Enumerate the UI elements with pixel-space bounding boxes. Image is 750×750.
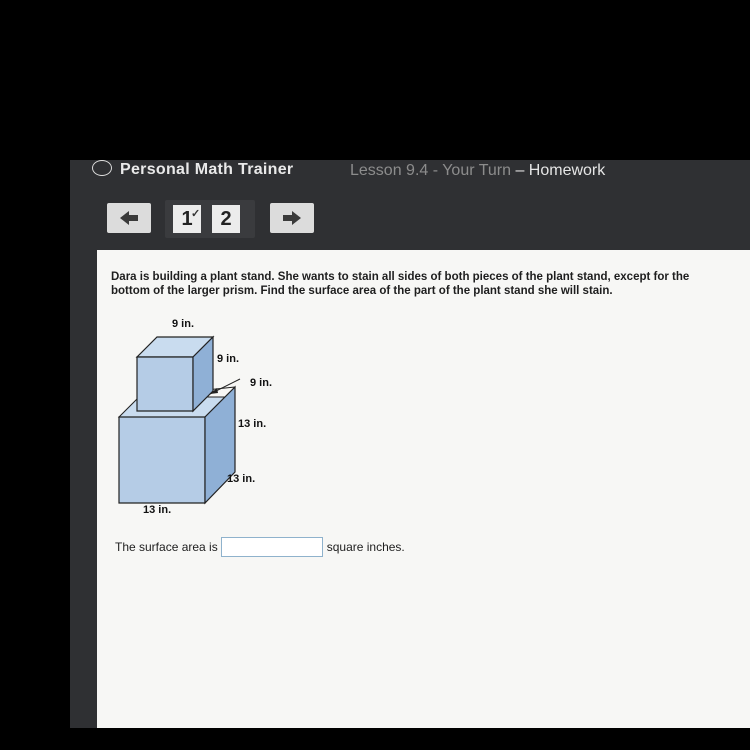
answer-suffix: square inches. [326, 540, 405, 554]
app-title [92, 160, 293, 179]
label-small-top: 9 in. [172, 318, 195, 330]
question-panel [97, 250, 750, 728]
prism-figure [97, 300, 397, 530]
label-large-depth: 13 in. [227, 473, 256, 485]
page-2-button[interactable] [212, 205, 240, 233]
label-large-width: 13 in. [143, 504, 172, 516]
left-margin [70, 250, 97, 728]
arrow-left-icon [118, 209, 140, 227]
assignment-name: Homework [528, 162, 606, 179]
question-text: Dara is building a plant stand. She wants to stain all sides of both pieces of the plant stand, except for the bottom of the larger prism. Find the surface area of the part of the plant stand she will stain. [111, 271, 690, 297]
label-small-depth: 9 in. [250, 377, 273, 389]
answer-row [115, 537, 405, 557]
app-header [70, 160, 750, 250]
app-title-text: Personal Math Trainer [120, 161, 294, 178]
surface-area-input[interactable] [221, 537, 323, 557]
question-pager [165, 200, 255, 238]
lesson-separator: – [511, 162, 529, 179]
lesson-name: Lesson 9.4 - Your Turn [350, 162, 511, 179]
bottom-bezel [0, 728, 750, 750]
lesson-title [350, 162, 605, 180]
answer-prefix: The surface area is [115, 540, 218, 554]
previous-button[interactable] [107, 203, 151, 233]
large-prism-front [119, 417, 205, 503]
label-large-height: 13 in. [238, 418, 267, 430]
page-2-label: 2 [220, 208, 232, 230]
small-prism-front [137, 357, 193, 411]
logo-icon [92, 160, 112, 176]
page-1-button[interactable] [173, 205, 201, 233]
next-button[interactable] [270, 203, 314, 233]
check-icon: ✓ [191, 208, 201, 220]
arrow-right-icon [281, 209, 303, 227]
label-small-height: 9 in. [217, 353, 240, 365]
page-1-label: 1 [181, 208, 193, 230]
